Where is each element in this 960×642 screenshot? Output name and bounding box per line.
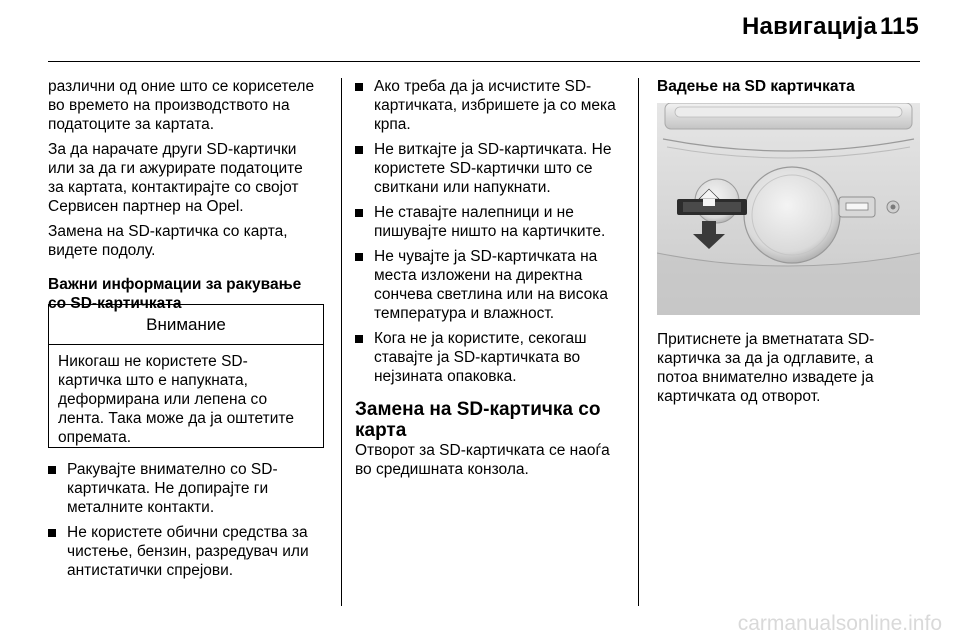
list-item: Кога не ја користите, секогаш ставајте ја SD-картичката во нејзината опаковка. xyxy=(355,329,635,386)
column-3-text xyxy=(657,330,922,406)
column-3 xyxy=(657,77,922,96)
header-divider xyxy=(48,61,920,62)
section-heading: Важни информации за ракување со SD-картичката xyxy=(48,276,302,312)
list-item: Не користете обични средства за чистење, бензин, разредувач или антистатички спрејови. xyxy=(48,523,326,580)
column-1-bullets xyxy=(48,460,326,580)
page-title: Навигација xyxy=(742,13,878,40)
column-1 xyxy=(48,77,326,313)
warning-text: Никогаш не користете SD- картичка што е напукната, деформирана или лепена со лента. Така може да ја оштетите опремата. xyxy=(58,353,294,446)
column-divider-left xyxy=(341,78,342,606)
paragraph: Замена на SD-картичка со карта, видете подолу. xyxy=(48,223,288,259)
sd-card-slot-photo xyxy=(657,103,920,315)
section-heading: Замена на SD-картичка со карта xyxy=(355,399,601,441)
list-item: Не ставајте налепници и не пишувајте ништо на картичките. xyxy=(355,203,635,241)
section-heading: Вадење на SD картичката xyxy=(657,78,855,95)
warning-box xyxy=(48,304,324,448)
paragraph: различни од оние што се корисетеле во времето на производството на податоците за картата. xyxy=(48,78,315,133)
list-item: Не виткајте ја SD-картичката. Не користете SD-картички што се свиткани или напукнати. xyxy=(355,140,635,197)
paragraph: Отворот за SD-картичката се наоѓа во средишната конзола. xyxy=(355,442,610,478)
paragraph: Притиснете ја вметнатата SD- картичка за да ја одглавите, а потоа внимателно извадете ја картичката од отворот. xyxy=(657,331,875,405)
warning-title: Внимание xyxy=(49,305,323,345)
list-item: Ако треба да ја исчистите SD- картичката, избришете ја со мека крпа. xyxy=(355,77,635,134)
paragraph: За да нарачате други SD-картички или за да ги ажурирате податоците за картата, контактирајте со својот Сервисен партнер на Opel. xyxy=(48,141,303,215)
page-number: 115 xyxy=(880,13,919,40)
list-item: Не чувајте ја SD-картичката на места изложени на директна сончева светлина или на висока температура и влажност. xyxy=(355,247,635,323)
column-divider-right xyxy=(638,78,639,606)
list-item: Ракувајте внимателно со SD- картичката. Не допирајте ги металните контакти. xyxy=(48,460,326,517)
watermark: carmanualsonline.info xyxy=(737,612,942,635)
column-2 xyxy=(355,77,635,479)
